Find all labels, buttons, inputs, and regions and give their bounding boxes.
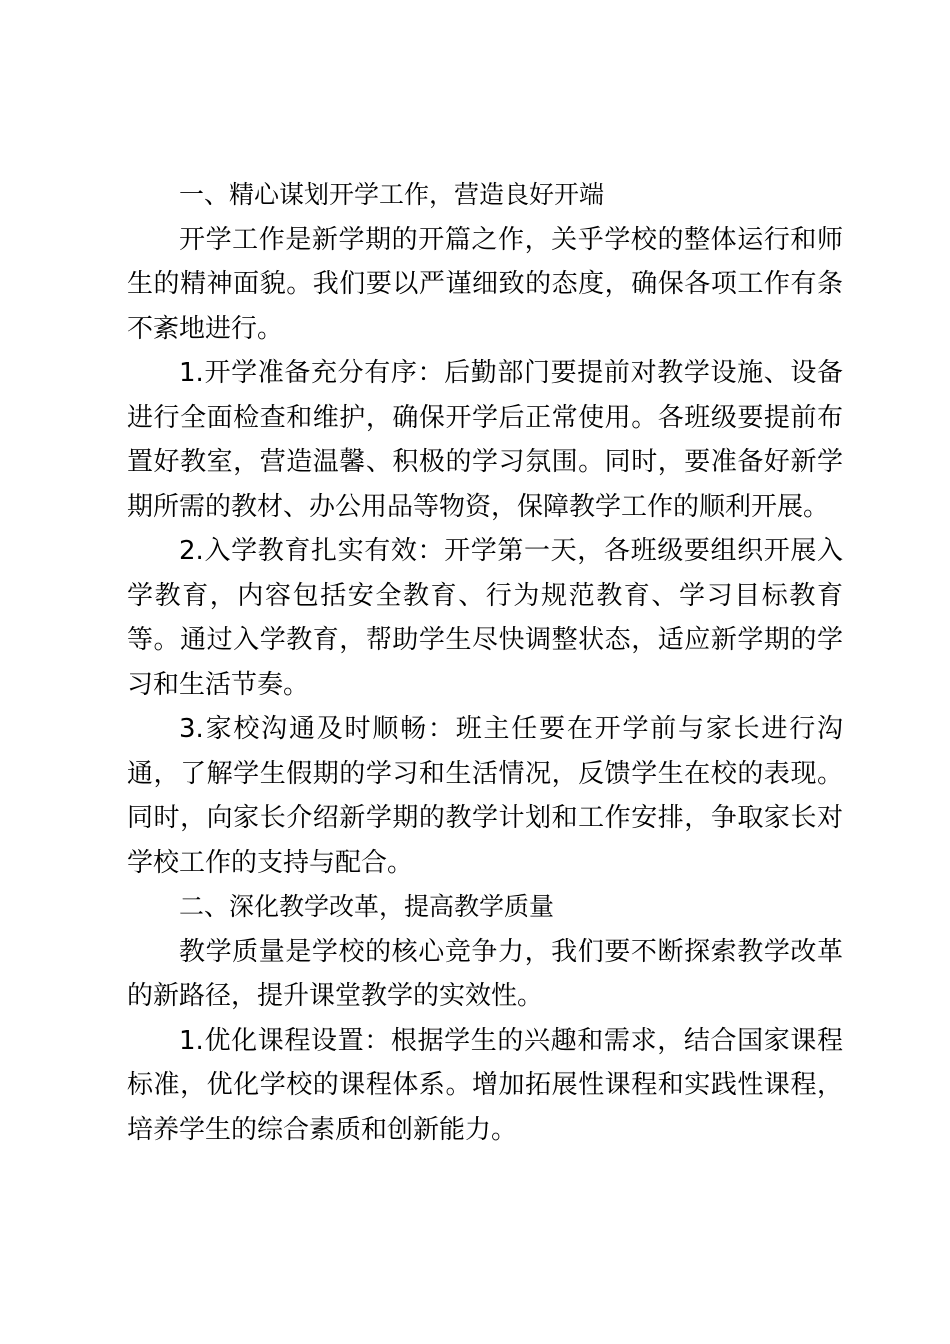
paragraph-item-2-1: 1.优化课程设置：根据学生的兴趣和需求，结合国家课程标准，优化学校的课程体系。增加拓展性课程和实践性课程，培养学生的综合素质和创新能力。 [127,1025,843,1145]
paragraph-intro-2: 教学质量是学校的核心竞争力，我们要不断探索教学改革的新路径，提升课堂教学的实效性。 [127,936,843,1011]
paragraph-item-1-1: 1.开学准备充分有序：后勤部门要提前对教学设施、设备进行全面检查和维护，确保开学后正常使用。各班级要提前布置好教室，营造温馨、积极的学习氛围。同时，要准备好新学期所需的教材、办公用品等物资，保障教学工作的顺利开展。 [127,358,843,522]
document-body [127,173,843,1152]
section-heading-1: 一、精心谋划开学工作，营造良好开端 [179,180,605,209]
paragraph-intro-1: 开学工作是新学期的开篇之作，关乎学校的整体运行和师生的精神面貌。我们要以严谨细致的态度，确保各项工作有条不紊地进行。 [127,224,843,344]
section-heading-2: 二、深化教学改革，提高教学质量 [179,892,555,921]
paragraph-item-1-2: 2.入学教育扎实有效：开学第一天，各班级要组织开展入学教育，内容包括安全教育、行为规范教育、学习目标教育等。通过入学教育，帮助学生尽快调整状态，适应新学期的学习和生活节奏。 [127,536,843,700]
paragraph-item-1-3: 3.家校沟通及时顺畅：班主任要在开学前与家长进行沟通，了解学生假期的学习和生活情况，反馈学生在校的表现。同时，向家长介绍新学期的教学计划和工作安排，争取家长对学校工作的支持与配合。 [127,714,843,878]
